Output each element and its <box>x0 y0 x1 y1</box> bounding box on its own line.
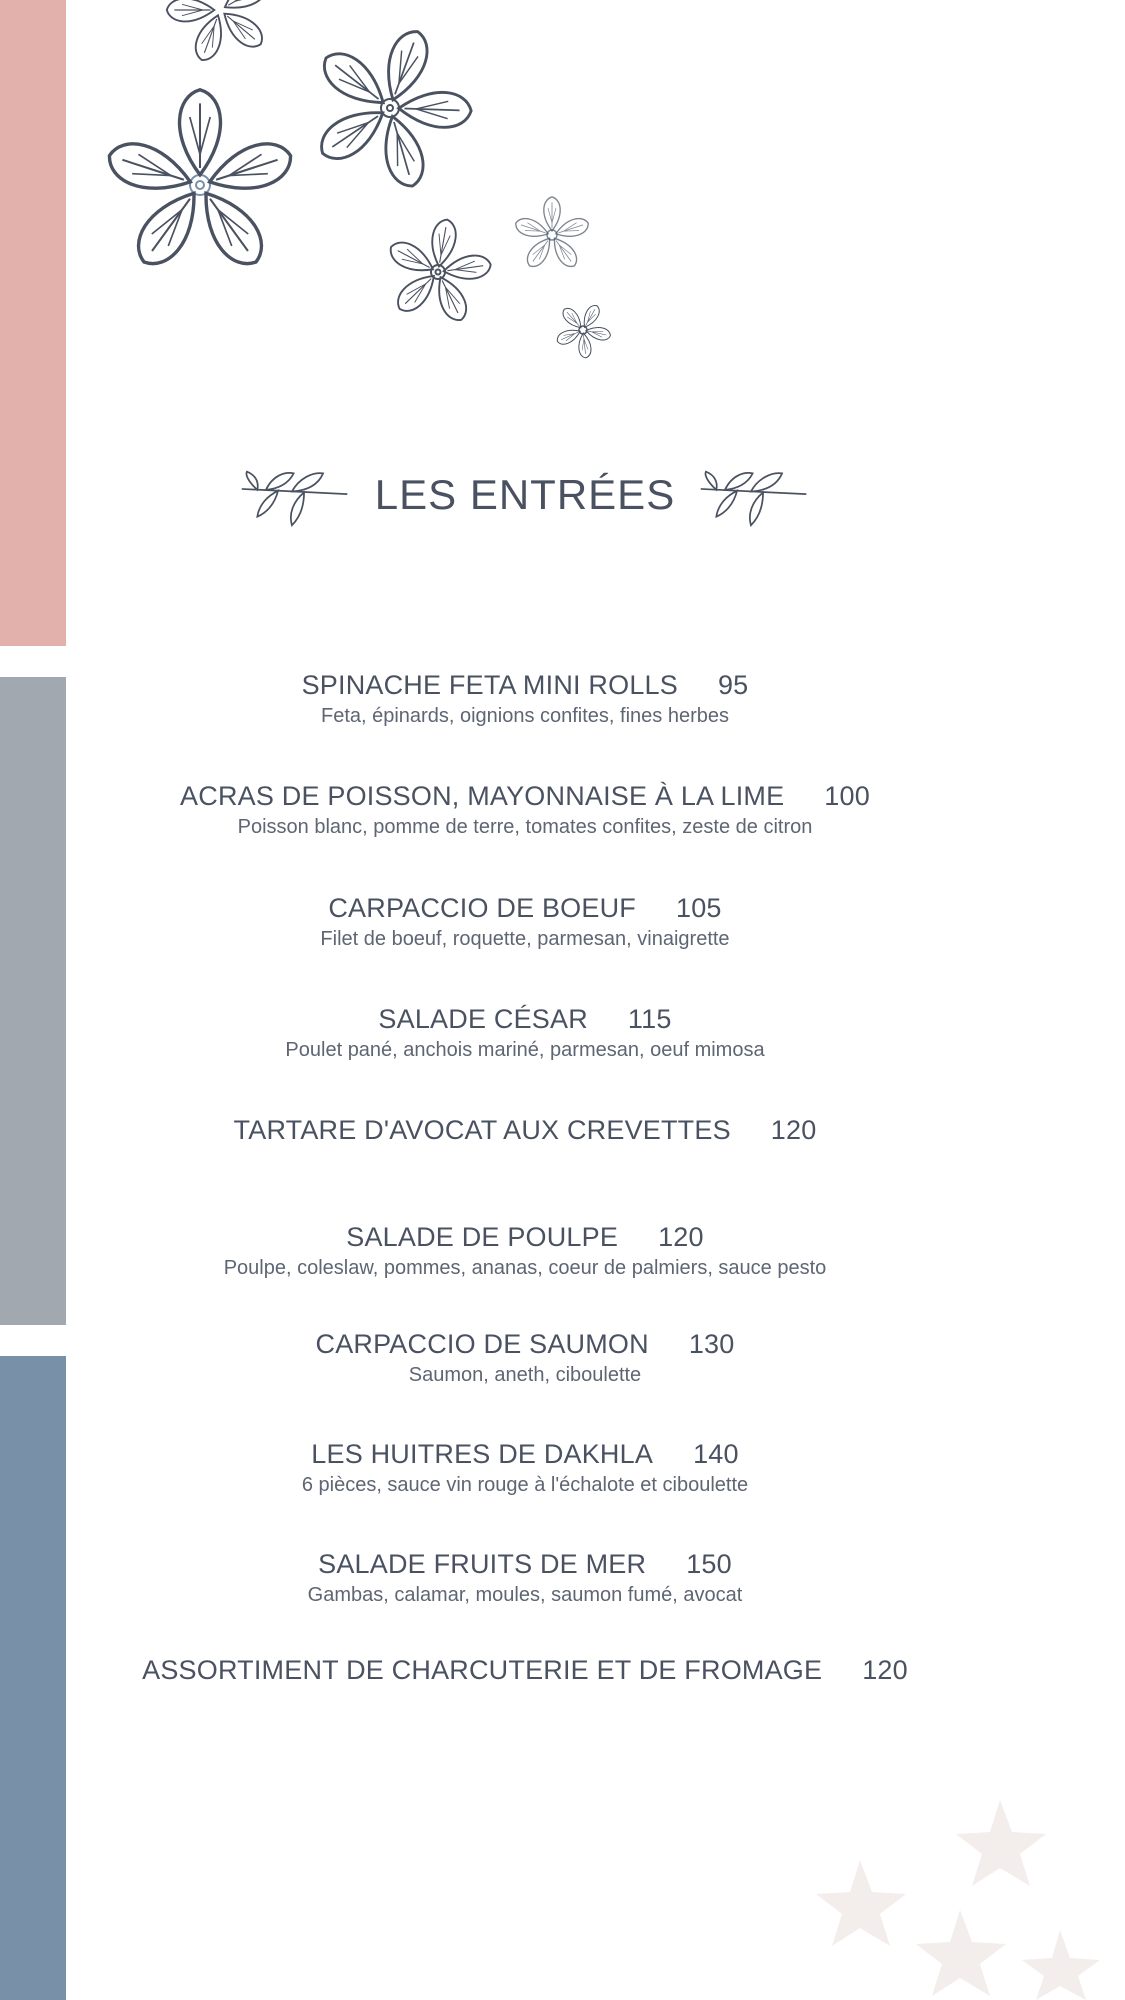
item-price: 130 <box>688 1329 735 1359</box>
item-price: 120 <box>658 1222 704 1252</box>
item-description: Filet de boeuf, roquette, parmesan, vinaigrette <box>320 928 730 950</box>
item-price: 120 <box>862 1655 908 1685</box>
item-name: ASSORTIMENT DE CHARCUTERIE ET DE FROMAGE <box>142 1655 823 1685</box>
item-name: CARPACCIO DE SAUMON <box>315 1329 649 1359</box>
flower-illustration <box>90 0 650 380</box>
item-description: Feta, épinards, oignions confites, fines herbes <box>320 705 730 727</box>
item-description: 6 pièces, sauce vin rouge à l'échalote et ciboulette <box>301 1474 749 1496</box>
item-name: SALADE DE POULPE <box>346 1222 619 1252</box>
item-price: 95 <box>717 670 749 700</box>
item-price: 140 <box>693 1439 739 1469</box>
item-price: 100 <box>824 781 870 811</box>
item-name: TARTARE D'AVOCAT AUX CREVETTES <box>233 1115 731 1145</box>
item-price: 150 <box>686 1549 732 1579</box>
menu-item <box>95 893 955 951</box>
item-name: SALADE CÉSAR <box>378 1004 588 1034</box>
pink-side-stripe <box>0 0 66 646</box>
menu-item <box>95 1004 955 1062</box>
menu-item <box>95 1655 955 1686</box>
menu-item <box>95 1222 955 1280</box>
menu-item <box>95 1329 955 1387</box>
item-description: Poulpe, coleslaw, pommes, ananas, coeur de palmiers, sauce pesto <box>223 1257 827 1279</box>
item-description: Saumon, aneth, ciboulette <box>408 1364 642 1386</box>
leaf-sprig-left-icon <box>240 450 351 540</box>
item-description: Gambas, calamar, moules, saumon fumé, avocat <box>307 1584 743 1606</box>
menu-item <box>95 1115 955 1146</box>
menu-item <box>95 1439 955 1497</box>
section-heading-row <box>240 440 810 550</box>
menu-item <box>95 781 955 839</box>
menu-item <box>95 1549 955 1607</box>
gray-side-stripe <box>0 677 66 1325</box>
item-name: SPINACHE FETA MINI ROLLS <box>301 670 678 700</box>
item-name: ACRAS DE POISSON, MAYONNAISE À LA LIME <box>180 781 785 811</box>
flower-large-blue <box>103 90 297 274</box>
item-name: SALADE FRUITS DE MER <box>318 1549 647 1579</box>
item-price: 120 <box>770 1115 817 1145</box>
leaf-sprig-right-icon <box>699 450 810 540</box>
item-description: Poisson blanc, pomme de terre, tomates confites, zeste de citron <box>237 816 813 838</box>
item-description: Poulet pané, anchois mariné, parmesan, oeuf mimosa <box>285 1039 765 1061</box>
item-name: CARPACCIO DE BOEUF <box>328 893 636 923</box>
blue-side-stripe <box>0 1356 66 2000</box>
item-price: 105 <box>675 893 722 923</box>
menu-item <box>95 670 955 728</box>
item-price: 115 <box>627 1004 672 1034</box>
section-title: LES ENTRÉES <box>374 471 676 518</box>
item-name: LES HUITRES DE DAKHLA <box>311 1439 654 1469</box>
decorative-stars <box>760 1780 1125 2000</box>
